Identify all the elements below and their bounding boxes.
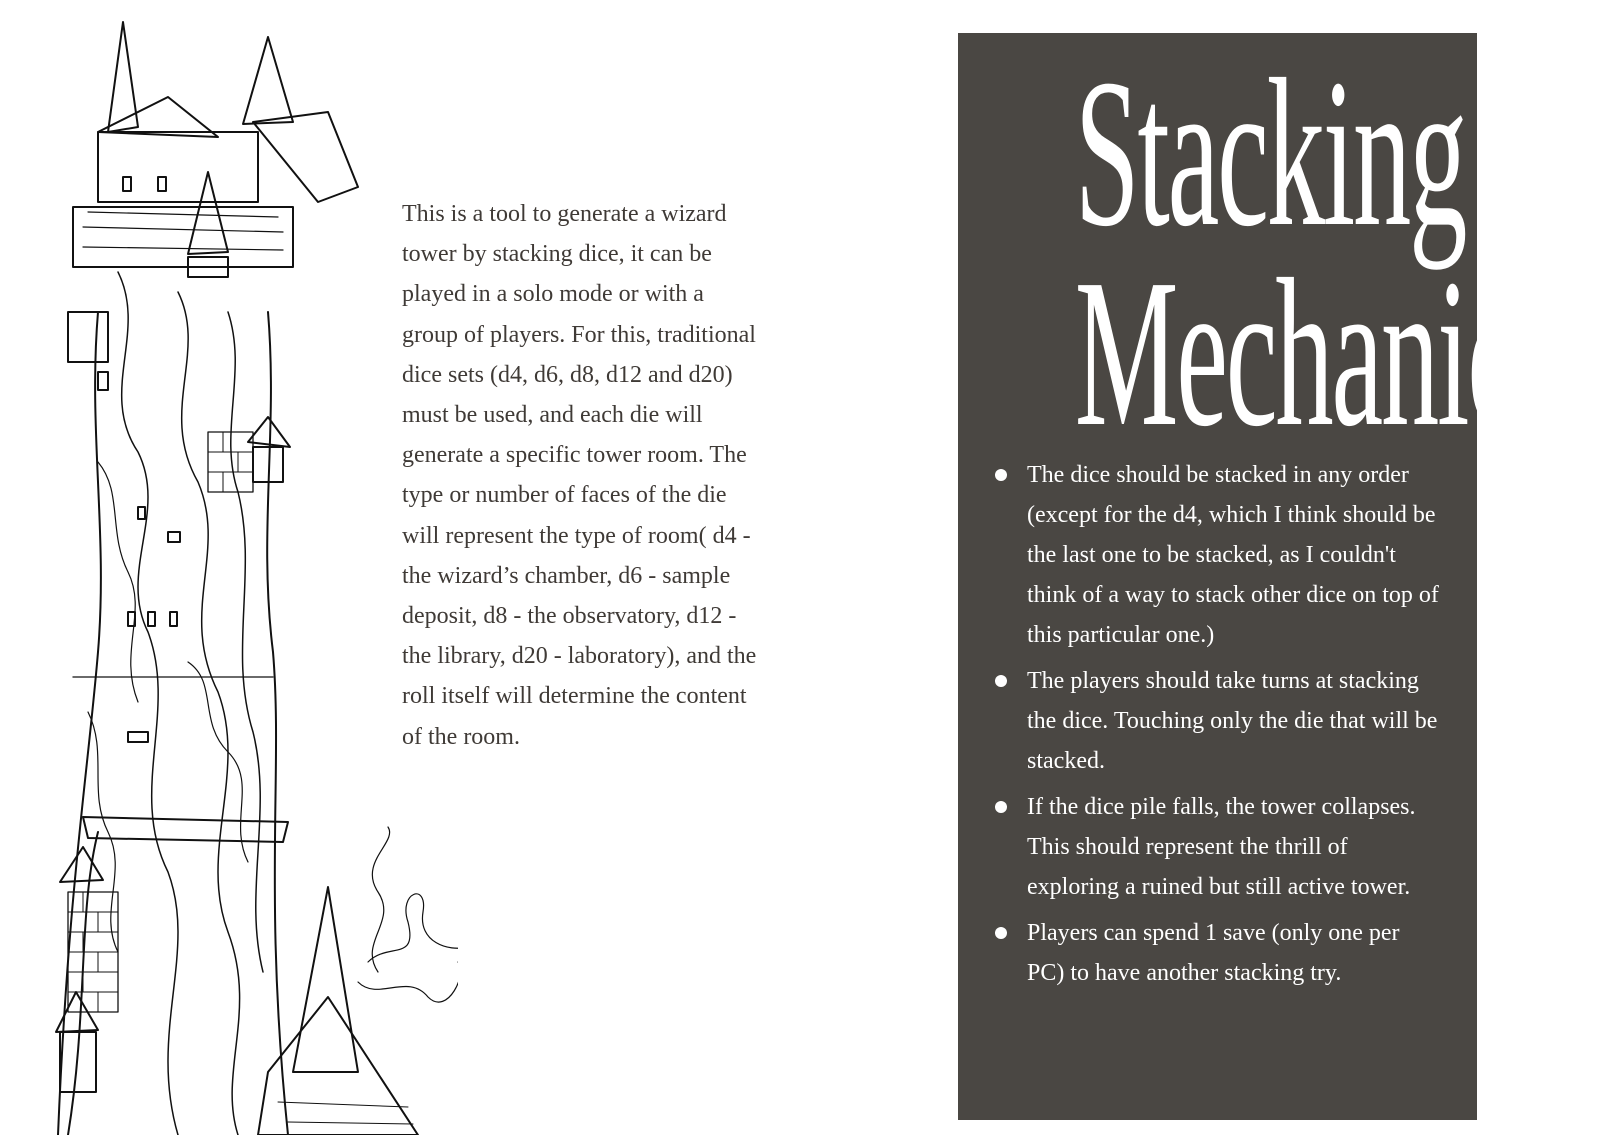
bullet-icon: [995, 675, 1007, 687]
intro-paragraph: This is a tool to generate a wizard tower by stacking dice, it can be played in a solo mode or with a group of players. For this, traditional dice sets (d4, d6, d8, d12 and d20) must be used, and each die will generate a specific tower room. The type or number of faces of the die will represent the type of room( d4 - the wizard’s chamber, d6 - sample deposit, d8 - the observatory, d12 - the library, d20 - laboratory), and the roll itself will determine the content of the room.: [402, 201, 757, 750]
rule-text: If the dice pile falls, the tower collapses. This should represent the thrill of exploring a ruined but still active tower.: [1027, 794, 1416, 900]
title-line-2: Mechanic: [1074, 235, 1517, 470]
rule-text: The dice should be stacked in any order (except for the d4, which I think should be the last one to be stacked, as I couldn't think of a way to stack other dice on top of this particular one.): [1027, 462, 1439, 648]
rule-item-4: [995, 913, 1440, 993]
rules-list: [995, 455, 1440, 999]
bullet-icon: [995, 801, 1007, 813]
rule-text: The players should take turns at stacking the dice. Touching only the die that will be stacked.: [1027, 668, 1438, 774]
stacking-mechanic-panel: [958, 33, 1517, 1120]
wizard-tower-illustration: [28, 12, 458, 1135]
panel-title: [958, 35, 1517, 470]
rule-text: Players can spend 1 save (only one per PC) to have another stacking try.: [1027, 920, 1400, 986]
rule-item-2: [995, 661, 1440, 781]
bullet-icon: [995, 469, 1007, 481]
rule-item-1: [995, 455, 1440, 655]
title-line-1: Stacking: [1074, 35, 1466, 270]
bullet-icon: [995, 927, 1007, 939]
rule-item-3: [995, 787, 1440, 907]
